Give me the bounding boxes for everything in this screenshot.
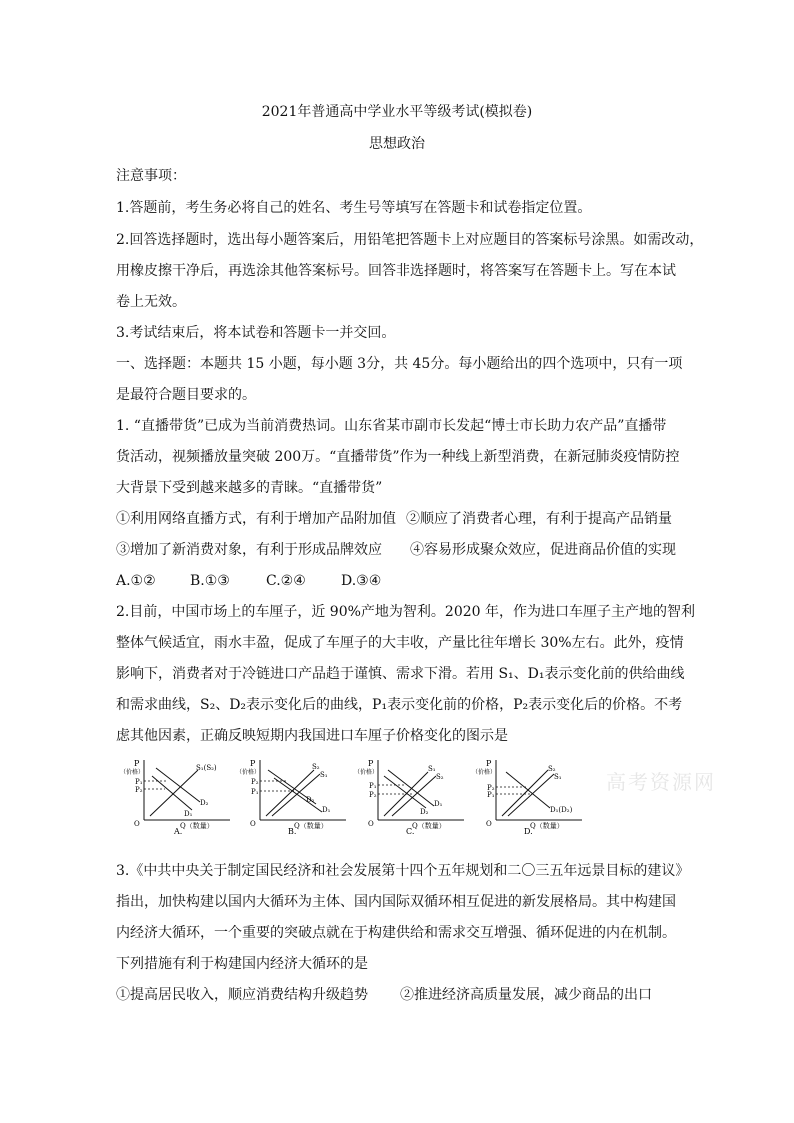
note-item-2-line-1: 2.回答选择题时，选出每小题答案后，用铅笔把答题卡上对应题目的答案标号涂黑。如需改动， xyxy=(116,232,704,248)
origin-label: O xyxy=(368,820,374,828)
p2-label: P₂ xyxy=(251,778,259,786)
origin-label: O xyxy=(250,820,256,828)
p-axis-label: P xyxy=(486,759,492,768)
s1-label: S₁ xyxy=(320,771,328,779)
q2-line-1: 2.目前，中国市场上的车厘子，近 90%产地为智利。2020 年，作为进口车厘子主产地的智利 xyxy=(116,604,696,620)
q-axis-label: Q（数量） xyxy=(294,822,328,830)
q1-statement-1: ①利用网络直播方式，有利于增加产品附加值 xyxy=(116,511,396,527)
section-1-line-2: 是最符合题目要求的。 xyxy=(116,387,256,403)
option-b-label: B. xyxy=(288,827,297,834)
d1-label: D₁ xyxy=(434,800,443,808)
demand-curve-1 xyxy=(388,770,434,806)
origin-label: O xyxy=(134,820,140,828)
q1-line-3: 大背景下受到越来越多的青睐。“直播带货” xyxy=(116,480,383,496)
q2-line-5: 虑其他因素，正确反映短期内我国进口车厘子价格变化的图示是 xyxy=(116,728,508,744)
q1-line-2: 货活动，视频播放量突破 200万。“直播带货”作为一种线上新型消费，在新冠肺炎疫情防控 xyxy=(116,449,680,465)
p2-label: P₂ xyxy=(135,786,143,794)
price-label: （价格） xyxy=(236,769,261,776)
p2-label: P₂ xyxy=(487,784,495,792)
q2-graph-c xyxy=(354,758,472,834)
q2-graph-a-svg xyxy=(118,758,236,834)
q3-line-4: 下列措施有利于构建国内经济大循环的是 xyxy=(116,956,368,972)
q-axis-label: Q（数量） xyxy=(530,822,564,830)
q1-statement-2: ②顺应了消费者心理，有利于提高产品销量 xyxy=(406,511,672,527)
supply-curve-1 xyxy=(272,774,320,816)
price-label: （价格） xyxy=(120,769,145,776)
s1-label: S₁ xyxy=(554,773,562,781)
section-1-line-1: 一、选择题：本题共 15 小题，每小题 3分，共 45分。每小题给出的四个选项中，只有一项 xyxy=(116,356,683,372)
q3-statement-1: ①提高居民收入，顺应消费结构升级趋势 xyxy=(116,987,368,1003)
supply-label: S₁(S₂) xyxy=(196,764,217,772)
watermark-text: 高考资源网 xyxy=(606,770,716,794)
q2-graph-options xyxy=(118,758,688,834)
q3-line-1: 3.《中共中央关于制定国民经济和社会发展第十四个五年规划和二〇三五年远景目标的建议》 xyxy=(116,863,690,879)
p1-label: P₁ xyxy=(251,788,259,796)
p-axis-label: P xyxy=(134,759,140,768)
supply-curve-1 xyxy=(508,774,554,816)
note-item-2-line-3: 卷上无效。 xyxy=(116,294,186,310)
demand-curve xyxy=(506,772,550,808)
p1-label: P₁ xyxy=(135,778,143,786)
note-item-2-line-2: 用橡皮擦干净后，再选涂其他答案标号。回答非选择题时，将答案写在答题卡上。写在本试 xyxy=(116,263,676,279)
q-axis-label: Q（数量） xyxy=(412,822,446,830)
d2-label: D₂ xyxy=(200,799,209,807)
price-label: （价格） xyxy=(472,769,497,776)
s1-label: S₁ xyxy=(428,765,436,773)
exam-title: 2021年普通高中学业水平等级考试(模拟卷) xyxy=(261,104,533,120)
q1-option-c: C.②④ xyxy=(266,573,306,589)
d1-label: D₁ xyxy=(322,806,331,814)
q2-graph-b xyxy=(236,758,354,834)
demand-label: D₁(D₂) xyxy=(550,806,573,814)
price-label: （价格） xyxy=(354,769,379,776)
q2-line-2: 整体气候适宜，雨水丰盈，促成了车厘子的大丰收，产量比往年增长 30%左右。此外，疫情 xyxy=(116,635,684,651)
option-c-label: C. xyxy=(406,827,415,834)
q3-line-3: 内经济大循环，一个重要的突破点就在于构建供给和需求交互增强、循环促进的内在机制。 xyxy=(116,925,676,941)
s2-label: S₂ xyxy=(312,763,320,771)
s2-label: S₂ xyxy=(548,765,556,773)
note-item-1: 1.答题前，考生务必将自己的姓名、考生号等填写在答题卡和试卷指定位置。 xyxy=(116,200,592,216)
supply-curve-2 xyxy=(392,776,436,816)
q1-option-a: A.①② xyxy=(116,573,156,589)
d1-label: D₁ xyxy=(184,810,193,818)
origin-label: O xyxy=(486,820,492,828)
q2-graph-b-svg xyxy=(236,758,354,834)
exam-subject: 思想政治 xyxy=(369,136,425,152)
option-a-label: A. xyxy=(174,827,183,834)
p1-label: P₁ xyxy=(487,791,495,799)
d2-label: D₂ xyxy=(306,796,315,804)
q2-graph-a xyxy=(118,758,236,834)
q1-line-1: 1. “直播带货”已成为当前消费热词。山东省某市副市长发起“博士市长助力农产品”直播带 xyxy=(116,418,667,434)
note-item-3: 3.考试结束后，将本试卷和答题卡一并交回。 xyxy=(116,325,396,341)
p-axis-label: P xyxy=(368,759,374,768)
q2-graph-d-svg xyxy=(472,758,590,834)
q3-line-2: 指出，加快构建以国内大循环为主体、国内国际双循环相互促进的新发展格局。其中构建国 xyxy=(116,894,676,910)
q1-option-d: D.③④ xyxy=(341,573,382,589)
s2-label: S₂ xyxy=(436,773,444,781)
q2-line-3: 影响下，消费者对于冷链进口产品趋于谨慎、需求下滑。若用 S₁、D₁表示变化前的供给曲线 xyxy=(116,666,685,682)
q1-statement-4: ④容易形成聚众效应，促进商品价值的实现 xyxy=(410,542,676,558)
supply-curve-2 xyxy=(502,770,548,816)
q2-graph-d xyxy=(472,758,590,834)
q2-graph-c-svg xyxy=(354,758,472,834)
q-axis-label: Q（数量） xyxy=(180,822,214,830)
option-d-label: D. xyxy=(524,827,533,834)
p2-label: P₂ xyxy=(369,791,377,799)
d2-label: D₂ xyxy=(420,808,429,816)
q3-statement-2: ②推进经济高质量发展，减少商品的出口 xyxy=(400,987,652,1003)
p-axis-label: P xyxy=(250,759,256,768)
supply-curve-2 xyxy=(266,770,314,816)
p1-label: P₁ xyxy=(369,782,377,790)
q1-option-b: B.①③ xyxy=(190,573,230,589)
q1-statement-3: ③增加了新消费对象，有利于形成品牌效应 xyxy=(116,542,382,558)
notes-heading: 注意事项： xyxy=(116,168,186,184)
q2-line-4: 和需求曲线，S₂、D₂表示变化后的曲线，P₁表示变化前的价格，P₂表示变化后的价格。不考 xyxy=(116,697,683,713)
demand-curve-1 xyxy=(274,778,322,812)
